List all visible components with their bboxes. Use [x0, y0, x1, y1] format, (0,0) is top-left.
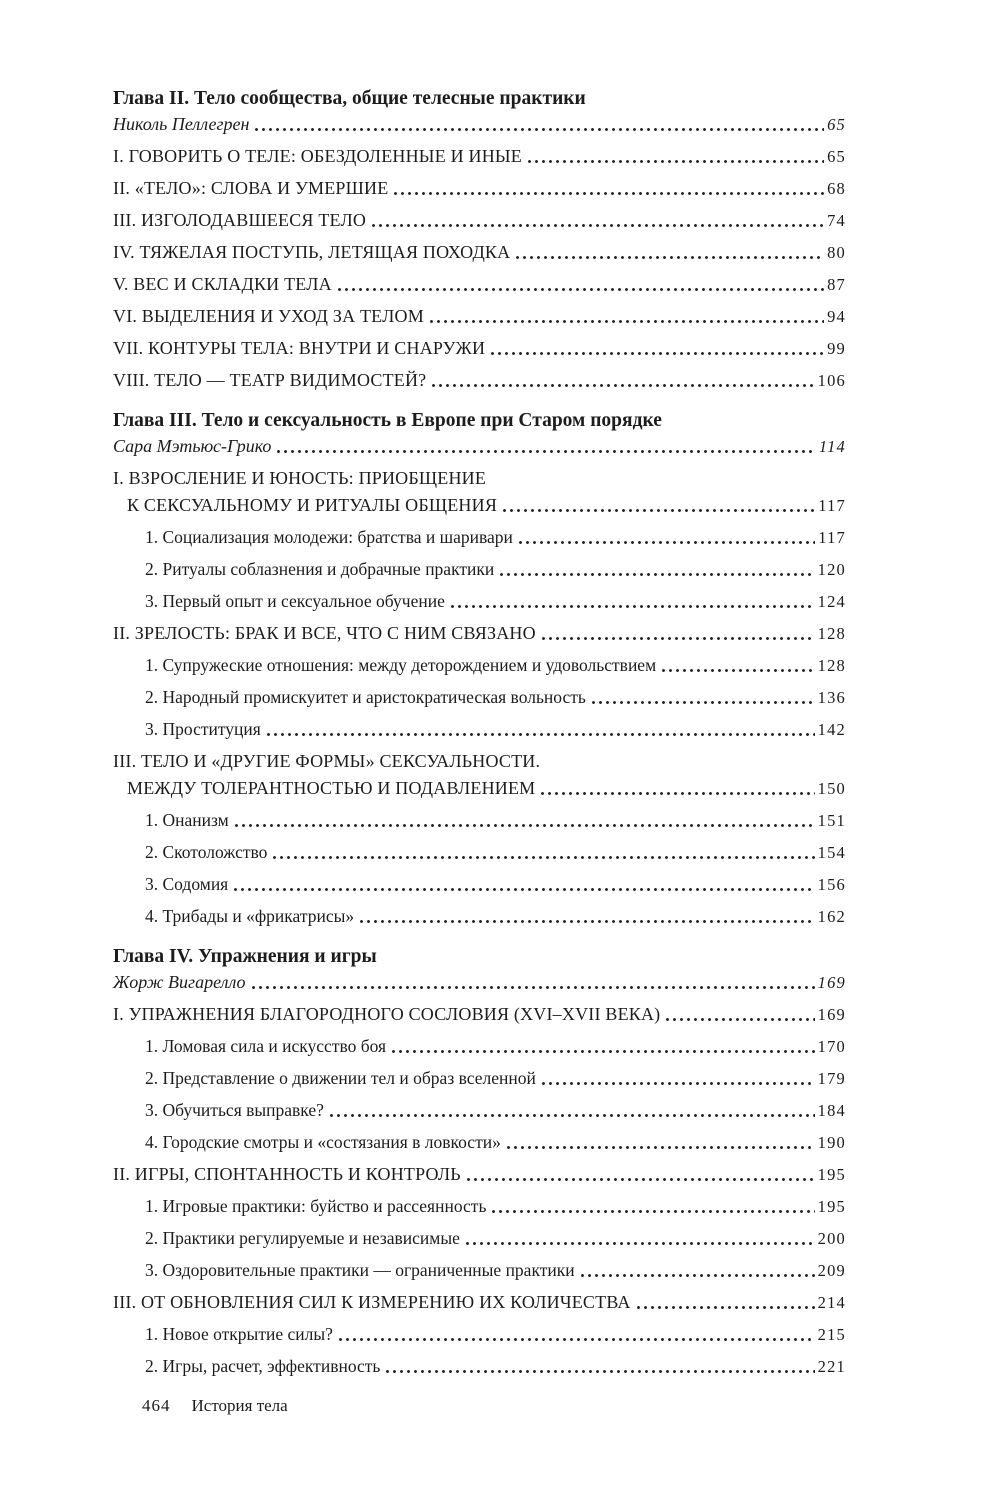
page-number: 80 [827, 243, 846, 262]
page-number: 128 [817, 656, 846, 675]
dot-leader [234, 887, 814, 892]
toc-entry [113, 494, 846, 517]
toc-entry-label: 4. Трибады и «фрикатрисы» [145, 906, 355, 926]
page-number: 74 [827, 211, 846, 230]
dot-leader [507, 1145, 815, 1150]
toc-entry-label: 2. Практики регулируемые и независимые [145, 1228, 460, 1248]
toc-entry [113, 1291, 846, 1314]
toc-entry [113, 841, 846, 864]
toc-entry-label: V. ВЕС И СКЛАДКИ ТЕЛА [113, 274, 332, 294]
toc-entry-label: II. «ТЕЛО»: СЛОВА И УМЕРШИЕ [113, 178, 389, 198]
toc-entry [113, 622, 846, 645]
toc-entry-label: 3. Проституция [145, 719, 261, 739]
page-number: 170 [817, 1037, 846, 1056]
toc-entry [113, 873, 846, 896]
toc-entry-label: III. ОТ ОБНОВЛЕНИЯ СИЛ К ИЗМЕРЕНИЮ ИХ КОЛИЧЕСТВА [113, 1292, 631, 1312]
toc-entry-label: VIII. ТЕЛО — ТЕАТР ВИДИМОСТЕЙ? [113, 370, 427, 390]
toc-entry-label: 2. Народный промискуитет и аристократическая вольность [145, 687, 586, 707]
dot-leader [491, 351, 824, 356]
toc-entry [113, 1195, 846, 1218]
page-number: 162 [817, 907, 846, 926]
page-number: 120 [817, 560, 846, 579]
page-number: 190 [817, 1133, 846, 1152]
toc-entry-label: III. ТЕЛО И «ДРУГИЕ ФОРМЫ» СЕКСУАЛЬНОСТИ. [113, 751, 541, 771]
toc-entry-label: К СЕКСУАЛЬНОМУ И РИТУАЛЫ ОБЩЕНИЯ [127, 495, 498, 515]
page-number: 124 [817, 592, 846, 611]
page-number: 117 [818, 496, 846, 515]
dot-leader [392, 1049, 815, 1054]
toc-entry [113, 526, 846, 549]
dot-leader [372, 223, 824, 228]
dot-leader [360, 919, 815, 924]
dot-leader [235, 823, 815, 828]
toc-entry-label: 1. Новое открытие силы? [145, 1324, 333, 1344]
page-number: 151 [817, 811, 846, 830]
toc-chapter-block [113, 86, 846, 392]
toc-entry-label: 3. Содомия [145, 874, 229, 894]
toc-entry [113, 1259, 846, 1282]
toc-entry [113, 750, 846, 773]
dot-leader [592, 700, 815, 705]
page-number: 200 [817, 1229, 846, 1248]
dot-leader [666, 1017, 814, 1022]
page-number: 106 [817, 371, 846, 390]
toc-entry-label: VI. ВЫДЕЛЕНИЯ И УХОД ЗА ТЕЛОМ [113, 306, 424, 326]
page-number: 99 [827, 339, 846, 358]
toc-chapter-block [113, 944, 846, 1378]
table-of-contents [113, 86, 846, 1378]
page-number: 221 [817, 1357, 846, 1376]
toc-entry-label: IV. ТЯЖЕЛАЯ ПОСТУПЬ, ЛЕТЯЩАЯ ПОХОДКА [113, 242, 511, 262]
dot-leader [542, 636, 815, 641]
toc-chapter-block [113, 408, 846, 928]
toc-entry-label: I. УПРАЖНЕНИЯ БЛАГОРОДНОГО СОСЛОВИЯ (XVI–XVII ВЕКА) [113, 1004, 661, 1024]
page-number: 87 [827, 275, 846, 294]
dot-leader [451, 604, 815, 609]
dot-leader [273, 855, 814, 860]
dot-leader [581, 1273, 815, 1278]
page-number: 142 [817, 720, 846, 739]
toc-entry [113, 1131, 846, 1154]
toc-entry-label: 2. Скотоложство [145, 842, 268, 862]
toc-entry-label: I. ГОВОРИТЬ О ТЕЛЕ: ОБЕЗДОЛЕННЫЕ И ИНЫЕ [113, 146, 522, 166]
dot-leader [432, 383, 814, 388]
toc-entry [113, 590, 846, 613]
toc-entry-label: 1. Игровые практики: буйство и рассеянность [145, 1196, 487, 1216]
chapter-heading: Глава III. Тело и сексуальность в Европе при Старом порядке [113, 410, 662, 431]
dot-leader [528, 159, 824, 164]
toc-entry [113, 905, 846, 928]
toc-entry-label: 2. Ритуалы соблазнения и добрачные практики [145, 559, 495, 579]
dot-leader [466, 1241, 815, 1246]
toc-entry-label: 2. Представление о движении тел и образ вселенной [145, 1068, 536, 1088]
toc-entry [113, 1163, 846, 1186]
page-number: 114 [818, 437, 846, 456]
toc-entry [113, 177, 846, 200]
author-entry-label: Николь Пеллегрен [113, 114, 250, 134]
folio-page-number: 464 [142, 1396, 171, 1415]
dot-leader [542, 1081, 815, 1086]
toc-entry [113, 337, 846, 360]
toc-entry [113, 1323, 846, 1346]
author-entry-label: Жорж Вигарелло [113, 972, 246, 992]
author-entry-label: Сара Мэтьюс-Грико [113, 436, 272, 456]
toc-entry [113, 1003, 846, 1026]
page-number: 150 [817, 779, 846, 798]
page-number: 195 [817, 1165, 846, 1184]
page-number: 179 [817, 1069, 846, 1088]
page-number: 117 [818, 528, 846, 547]
page-number: 156 [817, 875, 846, 894]
page-number: 65 [827, 147, 846, 166]
toc-entry-label: 3. Первый опыт и сексуальное обучение [145, 591, 445, 611]
author-entry [113, 971, 846, 994]
dot-leader [500, 572, 814, 577]
dot-leader [467, 1177, 815, 1182]
dot-leader [255, 127, 824, 132]
dot-leader [386, 1369, 814, 1374]
toc-entry [113, 1227, 846, 1250]
toc-entry-label: 1. Социализация молодежи: братства и шаривари [145, 527, 513, 547]
toc-entry [113, 1099, 846, 1122]
toc-entry-label: МЕЖДУ ТОЛЕРАНТНОСТЬЮ И ПОДАВЛЕНИЕМ [127, 778, 536, 798]
page-number: 215 [817, 1325, 846, 1344]
toc-entry [113, 718, 846, 741]
page-number: 209 [817, 1261, 846, 1280]
dot-leader [516, 255, 824, 260]
toc-entry [113, 777, 846, 800]
page-number: 128 [817, 624, 846, 643]
page-number: 136 [817, 688, 846, 707]
toc-entry-label: I. ВЗРОСЛЕНИЕ И ЮНОСТЬ: ПРИОБЩЕНИЕ [113, 468, 487, 488]
toc-entry [113, 369, 846, 392]
toc-entry-label: 1. Супружеские отношения: между деторождением и удовольствием [145, 655, 657, 675]
dot-leader [662, 668, 814, 673]
toc-entry [113, 145, 846, 168]
dot-leader [338, 287, 824, 292]
page-number: 65 [827, 115, 846, 134]
page-number: 184 [817, 1101, 846, 1120]
page-number: 169 [817, 973, 846, 992]
page-number: 214 [817, 1293, 846, 1312]
page-number: 154 [817, 843, 846, 862]
chapter-heading: Глава IV. Упражнения и игры [113, 946, 377, 967]
dot-leader [519, 540, 815, 545]
toc-entry-label: 1. Ломовая сила и искусство боя [145, 1036, 387, 1056]
toc-entry-label: III. ИЗГОЛОДАВШЕЕСЯ ТЕЛО [113, 210, 367, 230]
toc-entry-label: 3. Оздоровительные практики — ограниченные практики [145, 1260, 575, 1280]
dot-leader [541, 791, 814, 796]
dot-leader [330, 1113, 815, 1118]
page-number: 169 [817, 1005, 846, 1024]
toc-entry [113, 209, 846, 232]
toc-entry [113, 558, 846, 581]
dot-leader [503, 508, 815, 513]
page-number: 68 [827, 179, 846, 198]
toc-entry-label: VII. КОНТУРЫ ТЕЛА: ВНУТРИ И СНАРУЖИ [113, 338, 486, 358]
toc-entry-label: 2. Игры, расчет, эффективность [145, 1356, 381, 1376]
toc-entry [113, 241, 846, 264]
dot-leader [637, 1305, 815, 1310]
toc-entry [113, 273, 846, 296]
dot-leader [252, 985, 815, 990]
author-entry [113, 435, 846, 458]
page-number: 195 [817, 1197, 846, 1216]
toc-entry-label: II. ИГРЫ, СПОНТАННОСТЬ И КОНТРОЛЬ [113, 1164, 461, 1184]
toc-entry-label: II. ЗРЕЛОСТЬ: БРАК И ВСЕ, ЧТО С НИМ СВЯЗАНО [113, 623, 536, 643]
dot-leader [277, 449, 815, 454]
page-number: 94 [827, 307, 846, 326]
dot-leader [430, 319, 824, 324]
dot-leader [267, 732, 815, 737]
toc-entry [113, 686, 846, 709]
toc-entry-label: 4. Городские смотры и «состязания в ловкости» [145, 1132, 501, 1152]
author-entry [113, 113, 846, 136]
toc-entry [113, 1355, 846, 1378]
toc-entry-label: 1. Онанизм [145, 810, 229, 830]
footer-book-title: История тела [191, 1396, 288, 1415]
page-footer [142, 1396, 288, 1416]
toc-entry [113, 1067, 846, 1090]
dot-leader [339, 1337, 815, 1342]
toc-entry [113, 654, 846, 677]
toc-entry [113, 305, 846, 328]
toc-entry [113, 809, 846, 832]
toc-entry [113, 1035, 846, 1058]
dot-leader [492, 1209, 814, 1214]
toc-entry [113, 467, 846, 490]
toc-entry-label: 3. Обучиться выправке? [145, 1100, 324, 1120]
chapter-heading: Глава II. Тело сообщества, общие телесные практики [113, 88, 586, 109]
dot-leader [394, 191, 824, 196]
